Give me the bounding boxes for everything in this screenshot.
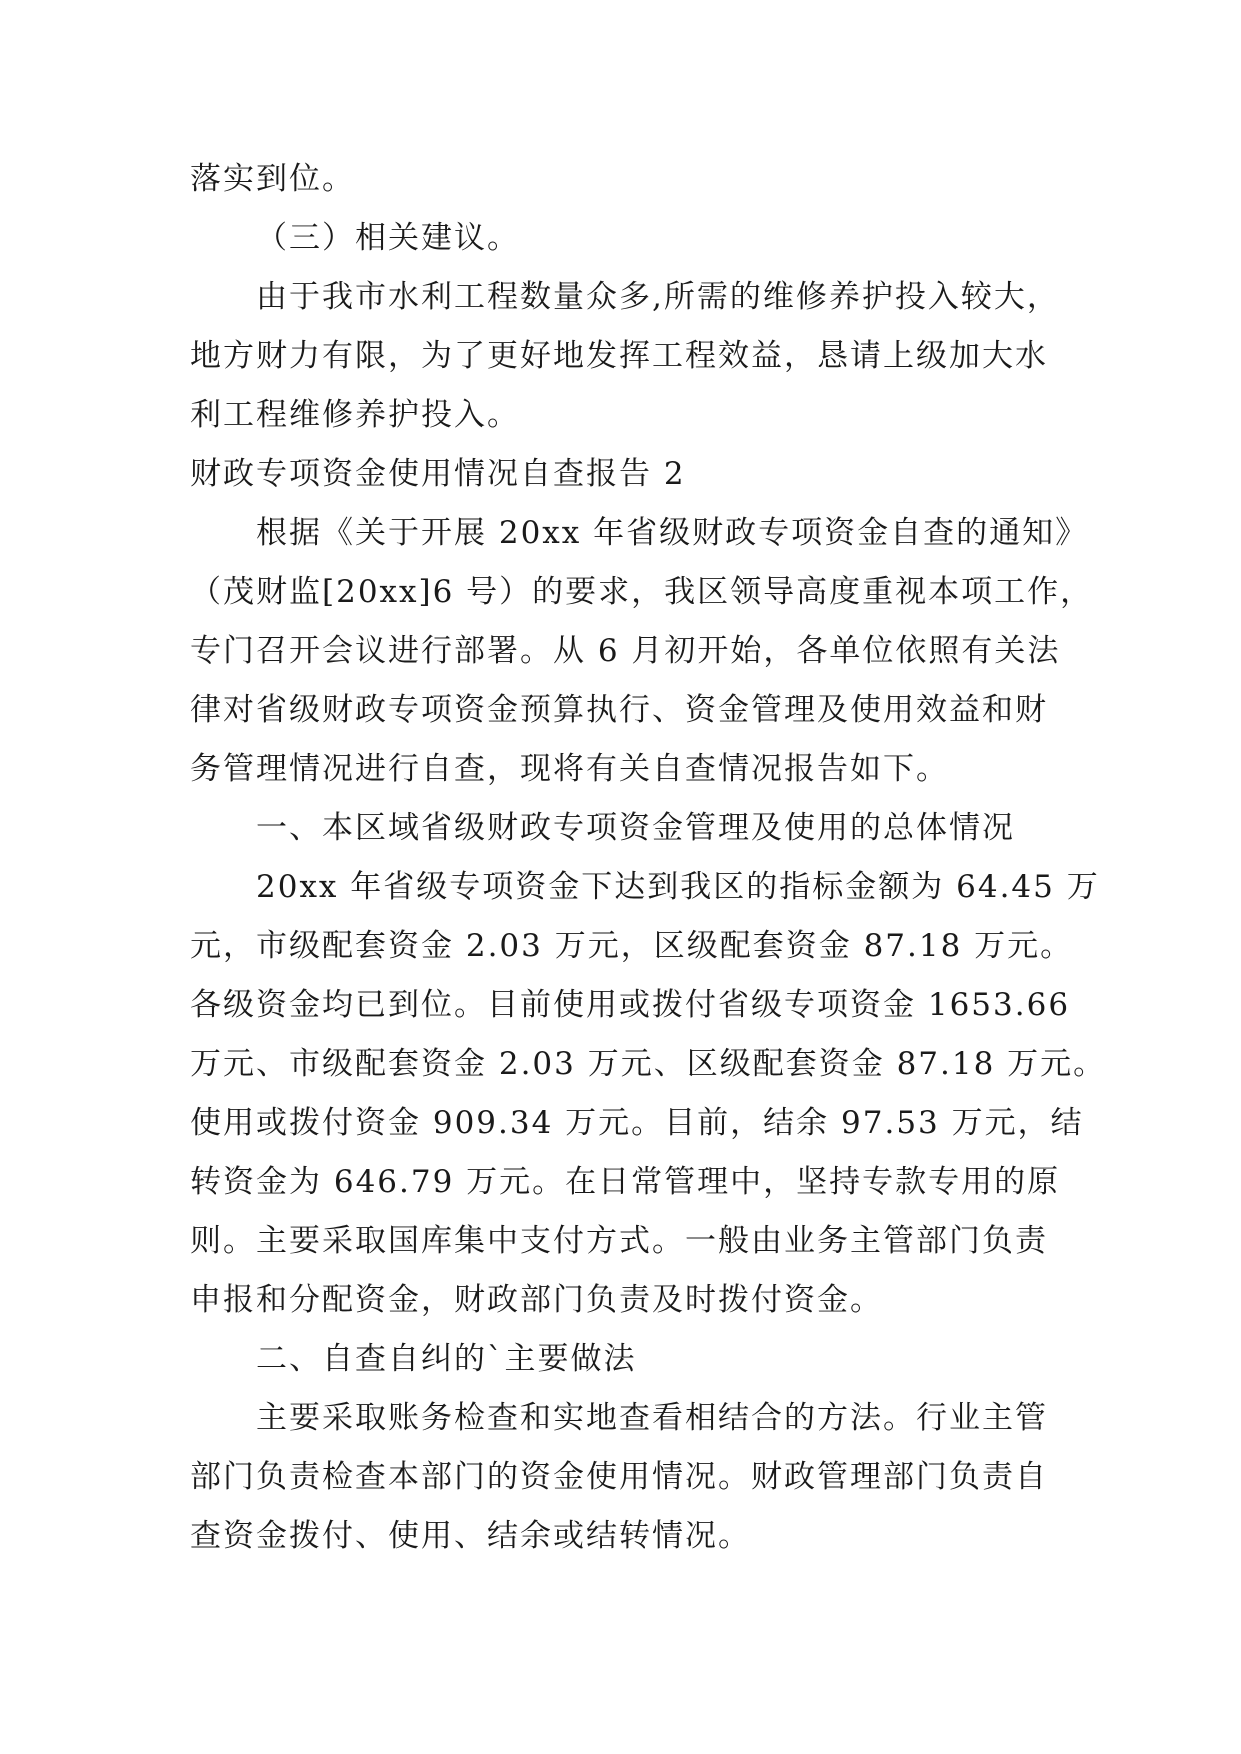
text-line: 转资金为 646.79 万元。在日常管理中，坚持专款专用的原 (190, 1164, 1061, 1200)
text-line: 各级资金均已到位。目前使用或拨付省级专项资金 1653.66 (190, 987, 1071, 1023)
text-line: 律对省级财政专项资金预算执行、资金管理及使用效益和财 (190, 692, 1048, 728)
text-line: 根据《关于开展 20xx 年省级财政专项资金自查的通知》 (256, 515, 1089, 551)
text-line: 万元、市级配套资金 2.03 万元、区级配套资金 87.18 万元。 (190, 1046, 1107, 1082)
text-line: 由于我市水利工程数量众多,所需的维修养护投入较大， (256, 279, 1060, 315)
text-line: 二、自查自纠的`主要做法 (256, 1341, 637, 1377)
text-line: 财政专项资金使用情况自查报告 2 (190, 456, 686, 492)
text-line: 落实到位。 (190, 161, 355, 197)
text-line: 部门负责检查本部门的资金使用情况。财政管理部门负责自 (190, 1459, 1048, 1495)
text-line: 利工程维修养护投入。 (190, 397, 520, 433)
text-line: 则。主要采取国库集中支付方式。一般由业务主管部门负责 (190, 1223, 1048, 1259)
text-line: 主要采取账务检查和实地查看相结合的方法。行业主管 (256, 1400, 1048, 1436)
text-line: 查资金拨付、使用、结余或结转情况。 (190, 1518, 751, 1554)
text-line: 务管理情况进行自查，现将有关自查情况报告如下。 (190, 751, 949, 787)
text-line: 地方财力有限，为了更好地发挥工程效益，恳请上级加大水 (190, 338, 1048, 374)
text-line: 使用或拨付资金 909.34 万元。目前，结余 97.53 万元，结 (190, 1105, 1084, 1141)
text-line: 专门召开会议进行部署。从 6 月初开始，各单位依照有关法 (190, 633, 1061, 669)
text-line: 申报和分配资金，财政部门负责及时拨付资金。 (190, 1282, 883, 1318)
text-line: 元，市级配套资金 2.03 万元，区级配套资金 87.18 万元。 (190, 928, 1074, 964)
text-line: 20xx 年省级专项资金下达到我区的指标金额为 64.45 万 (256, 869, 1100, 905)
text-line: （茂财监[20xx]6 号）的要求，我区领导高度重视本项工作， (190, 574, 1094, 610)
text-line: 一、本区域省级财政专项资金管理及使用的总体情况 (256, 810, 1015, 846)
text-line: （三）相关建议。 (256, 220, 520, 256)
document-body (190, 150, 1107, 1566)
